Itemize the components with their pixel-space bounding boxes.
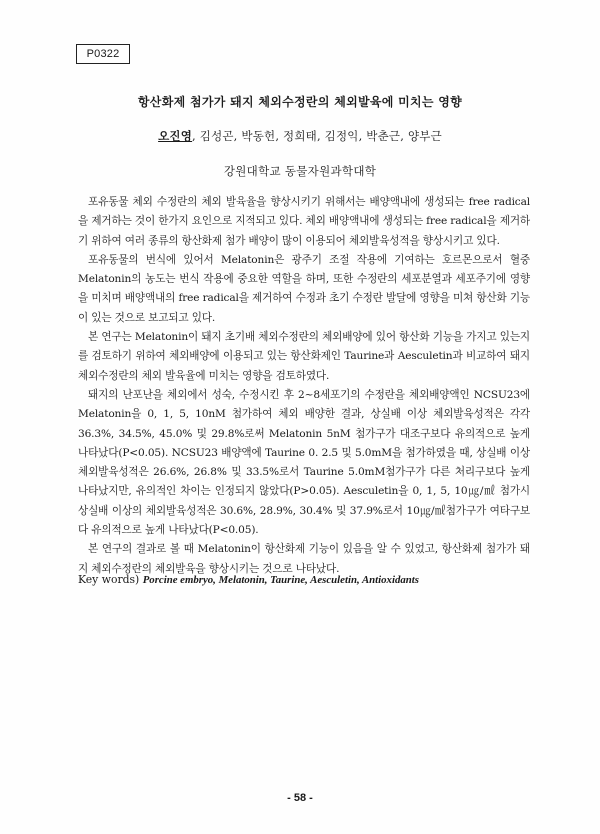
abstract-paragraph: 포유동물의 번식에 있어서 Melatonin은 광주기 조절 작용에 기여하는 호르몬으로서 혈중 Melatonin의 농도는 번식 작용에 중요한 역할을 하며, 또한 수정란의 세포분열과 세포주기에 영향을 미치며 배양액내의 free radical을 제거하여 수정과 초기 수정란 발달에 영향을 미쳐 항산화 기능이 있는 것으로 보고되고 있다. — [78, 253, 530, 324]
co-authors: , 김성곤, 박동헌, 정희태, 김정익, 박춘근, 양부근 — [192, 129, 442, 143]
abstract-body — [78, 193, 530, 579]
paper-title: 항산화제 첨가가 돼지 체외수정란의 체외발육에 미치는 영향 — [137, 95, 463, 109]
abstract-paragraph: 돼지의 난포난을 체외에서 성숙, 수정시킨 후 2~8세포기의 수정란을 체외배양액인 NCSU23에 Melatonin을 0, 1, 5, 10nM 첨가하여 체외 배양한 결과, 상실배 이상 체외발육성적은 각각 36.3%, 34.5%, 45.0% 및 29.8%로써 Melatonin 5nM 첨가구가 대조구보다 유의적으로 높게 나타났다(P<0.05). NCSU23 배양액에 Taurine 0. 2.5 및 5.0mM을 첨가하였을 때, 상실배 이상 체외발육성적은 26.6%, 26.8% 및 33.5%로서 Taurine 5.0mM첨가구가 다른 처리구보다 높게 나타났지만, 유의적인 차이는 인정되지 않았다(P>0.05). Aesculetin을 0, 1, 5, 10㎍/㎖ 첨가시 상실배 이상의 체외발육성적은 30.6%, 28.9%, 30.4% 및 37.9%로서 10㎍/㎖첨가구가 여타구보다 유의적으로 높게 나타났다(P<0.05). — [78, 388, 530, 537]
presenting-author: 오진영 — [158, 129, 193, 143]
keywords-line — [78, 573, 538, 586]
abstract-paragraph: 포유동물 체외 수정란의 체외 발육율을 향상시키기 위해서는 배양액내에 생성되는 free radical을 제거하는 것이 한가지 요인으로 지적되고 있다. 체외 배양액내에 생성되는 free radical을 제거하기 위하여 여러 종류의 항산화제 첨가 배양이 많이 이용되어 체외발육성적을 향상시키고 있다. — [78, 196, 530, 247]
keywords-terms: Porcine embryo, Melatonin, Taurine, Aesculetin, Antioxidants — [142, 574, 419, 586]
author-list — [0, 128, 600, 144]
abstract-paragraph: 본 연구의 결과로 볼 때 Melatonin이 항산화제 기능이 있음을 알 수 있었고, 항산화제 첨가가 돼지 체외수정란의 체외발육을 향상시키는 것으로 나타났다. — [78, 543, 530, 575]
abstract-paragraph: 본 연구는 Melatonin이 돼지 초기배 체외수정란의 체외배양에 있어 항산화 기능을 가지고 있는지를 검토하기 위하여 체외배양에 이용되고 있는 항산화제인 Taurine과 Aesculetin과 비교하여 돼지 체외수정란의 체외 발육율에 미치는 영향을 검토하였다. — [78, 331, 530, 382]
keywords-label: Key words) — [78, 573, 140, 586]
affiliation: 강원대학교 동물자원과학대학 — [223, 164, 377, 178]
page-number: - 58 - — [287, 792, 313, 804]
poster-id-box: P0322 — [76, 44, 130, 64]
